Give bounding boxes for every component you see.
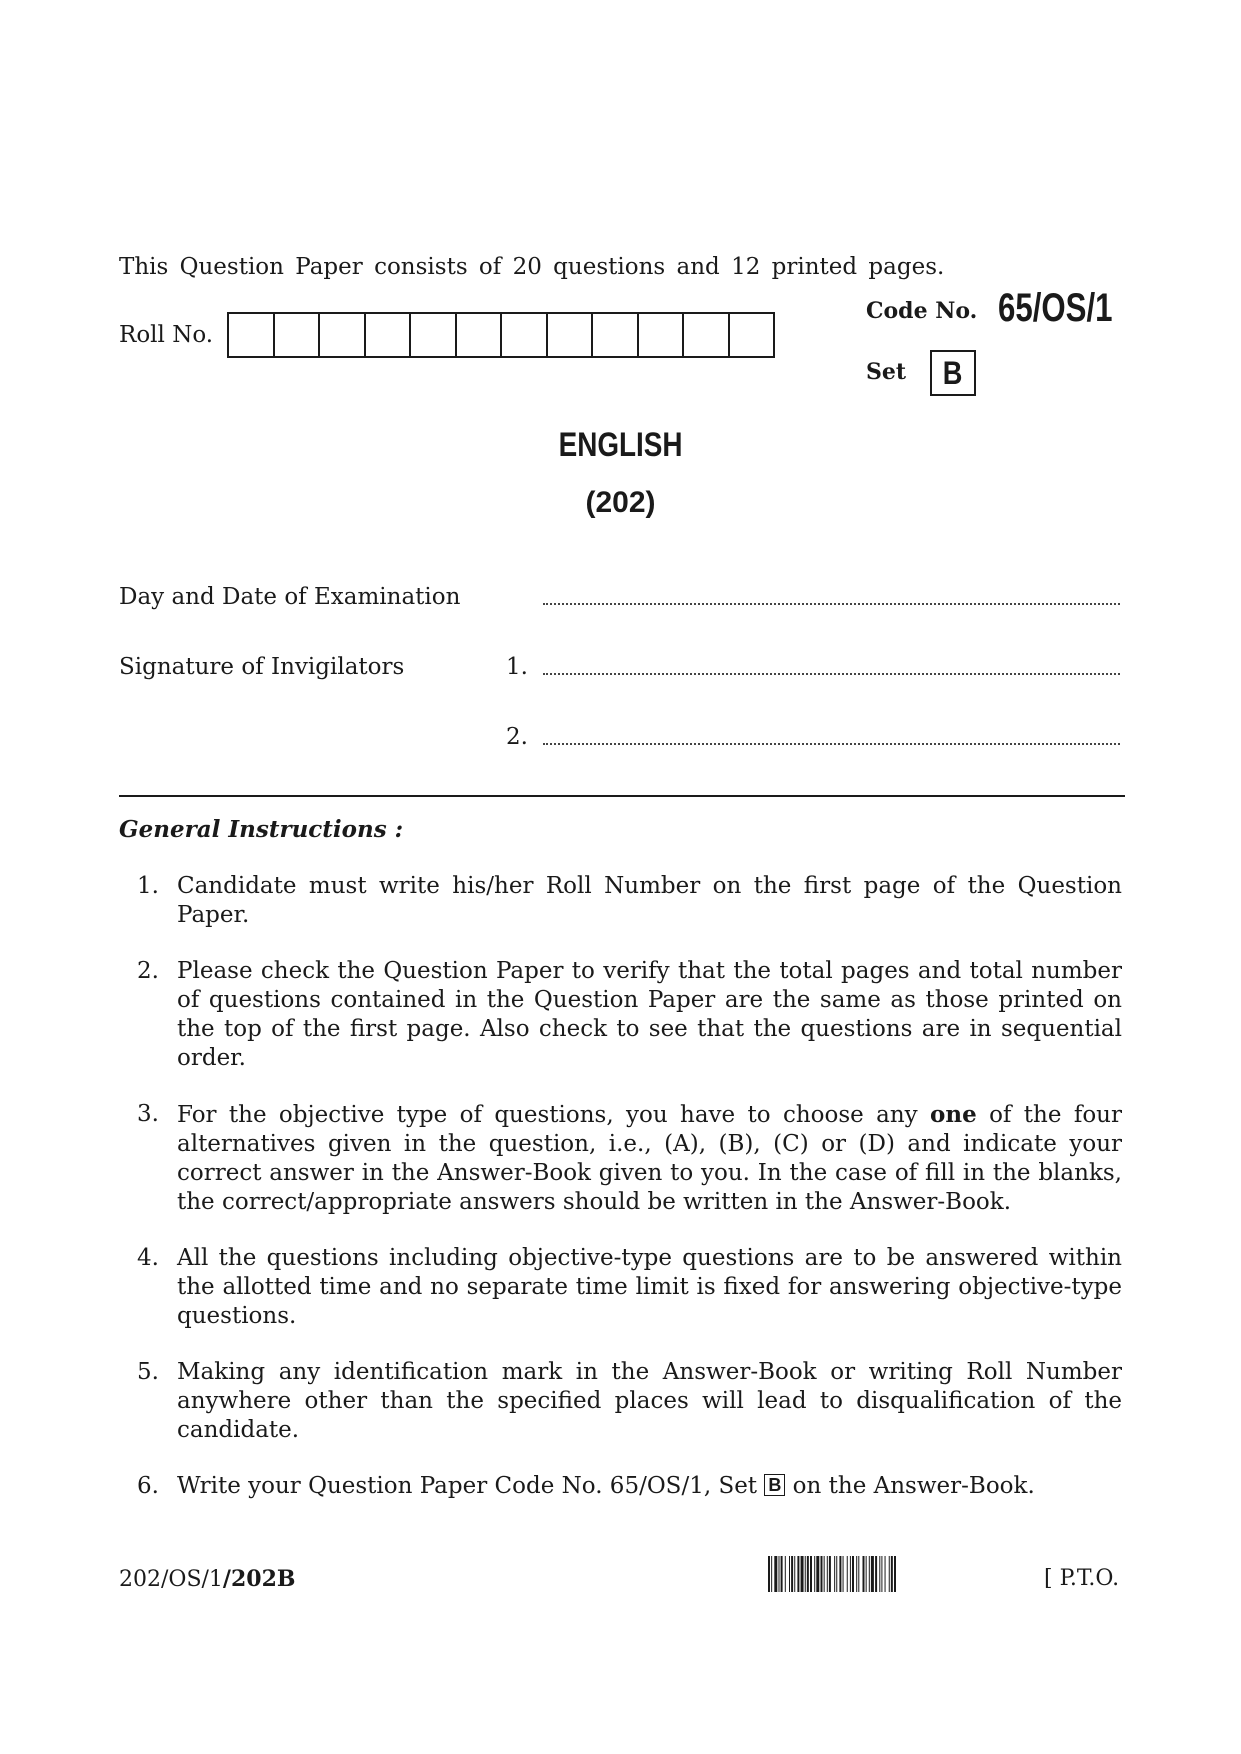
instruction-number: 6.: [137, 1473, 159, 1499]
roll-digit-box[interactable]: [320, 314, 366, 356]
instructions-list: [119, 872, 1122, 1528]
instruction-item: [119, 1358, 1122, 1445]
instruction-text: Please check the Question Paper to verify that the total pages and total number of questions contained in the Question Paper are the same as those printed on the top of the first page. Also check to see that the questions are in sequential order.: [177, 958, 1122, 1071]
roll-digit-box[interactable]: [275, 314, 321, 356]
exam-date-line[interactable]: [543, 603, 1120, 605]
divider-rule: [119, 795, 1125, 797]
code-number-label: Code No.: [866, 298, 978, 324]
invigilator-signature-label: Signature of Invigilators: [119, 654, 405, 680]
signature-number-2: 2.: [506, 724, 528, 750]
emphasis-one: one: [930, 1101, 977, 1128]
roll-digit-box[interactable]: [411, 314, 457, 356]
signature-number-1: 1.: [506, 654, 528, 680]
instruction-item: [119, 1100, 1122, 1217]
set-value: B: [943, 354, 963, 391]
footer-paper-code: 202/OS/1/202B: [119, 1566, 296, 1592]
roll-digit-box[interactable]: [639, 314, 685, 356]
subject-name: ENGLISH: [558, 426, 683, 464]
code-number-value: 65/OS/1: [998, 286, 1113, 330]
roll-digit-box[interactable]: [229, 314, 275, 356]
paper-info-text: This Question Paper consists of 20 questions and 12 printed pages.: [119, 254, 945, 280]
instruction-text: For the objective type of questions, you have to choose any one of the four alternatives given in the question, i.e., (A), (B), (C) or (D) and indicate your correct answer in the Answer-Book given to you. In the case of fill in the blanks, the correct/appropriate answers should be written in the Answer-Book.: [177, 1101, 1122, 1215]
general-instructions-title: General Instructions :: [119, 816, 404, 843]
subject-title: [0, 426, 1241, 465]
page-turn-over-label: [ P.T.O.: [1044, 1566, 1120, 1591]
subject-code: (202): [585, 486, 656, 519]
instruction-text: Candidate must write his/her Roll Number on the first page of the Question Paper.: [177, 873, 1122, 928]
exam-date-label: Day and Date of Examination: [119, 584, 461, 610]
instruction-number: 2.: [137, 958, 159, 984]
signature-line-2[interactable]: [543, 743, 1120, 745]
roll-number-boxes[interactable]: [227, 312, 775, 358]
instruction-text: Write your Question Paper Code No. 65/OS/1, Set B on the Answer-Book.: [177, 1473, 1035, 1499]
instruction-item: [119, 1472, 1122, 1501]
instruction-item: [119, 1244, 1122, 1331]
roll-digit-box[interactable]: [502, 314, 548, 356]
barcode-icon: [768, 1556, 1026, 1592]
instruction-item: [119, 872, 1122, 930]
instruction-text: Making any identification mark in the Answer-Book or writing Roll Number anywhere other than the specified places will lead to disqualification of the candidate.: [177, 1359, 1122, 1443]
roll-number-label: Roll No.: [119, 322, 214, 348]
roll-digit-box[interactable]: [684, 314, 730, 356]
roll-digit-box[interactable]: [593, 314, 639, 356]
instruction-number: 1.: [137, 873, 159, 899]
instruction-number: 4.: [137, 1245, 159, 1271]
roll-digit-box[interactable]: [730, 314, 774, 356]
set-box: [930, 350, 976, 396]
set-label: Set: [866, 359, 907, 385]
roll-digit-box[interactable]: [366, 314, 412, 356]
signature-line-1[interactable]: [543, 673, 1120, 675]
instruction-item: [119, 957, 1122, 1073]
inline-set-box: B: [764, 1474, 785, 1496]
instruction-number: 3.: [137, 1101, 159, 1127]
roll-digit-box[interactable]: [548, 314, 594, 356]
roll-digit-box[interactable]: [457, 314, 503, 356]
instruction-number: 5.: [137, 1359, 159, 1385]
instruction-text: All the questions including objective-type questions are to be answered within the allotted time and no separate time limit is fixed for answering objective-type questions.: [177, 1245, 1122, 1329]
